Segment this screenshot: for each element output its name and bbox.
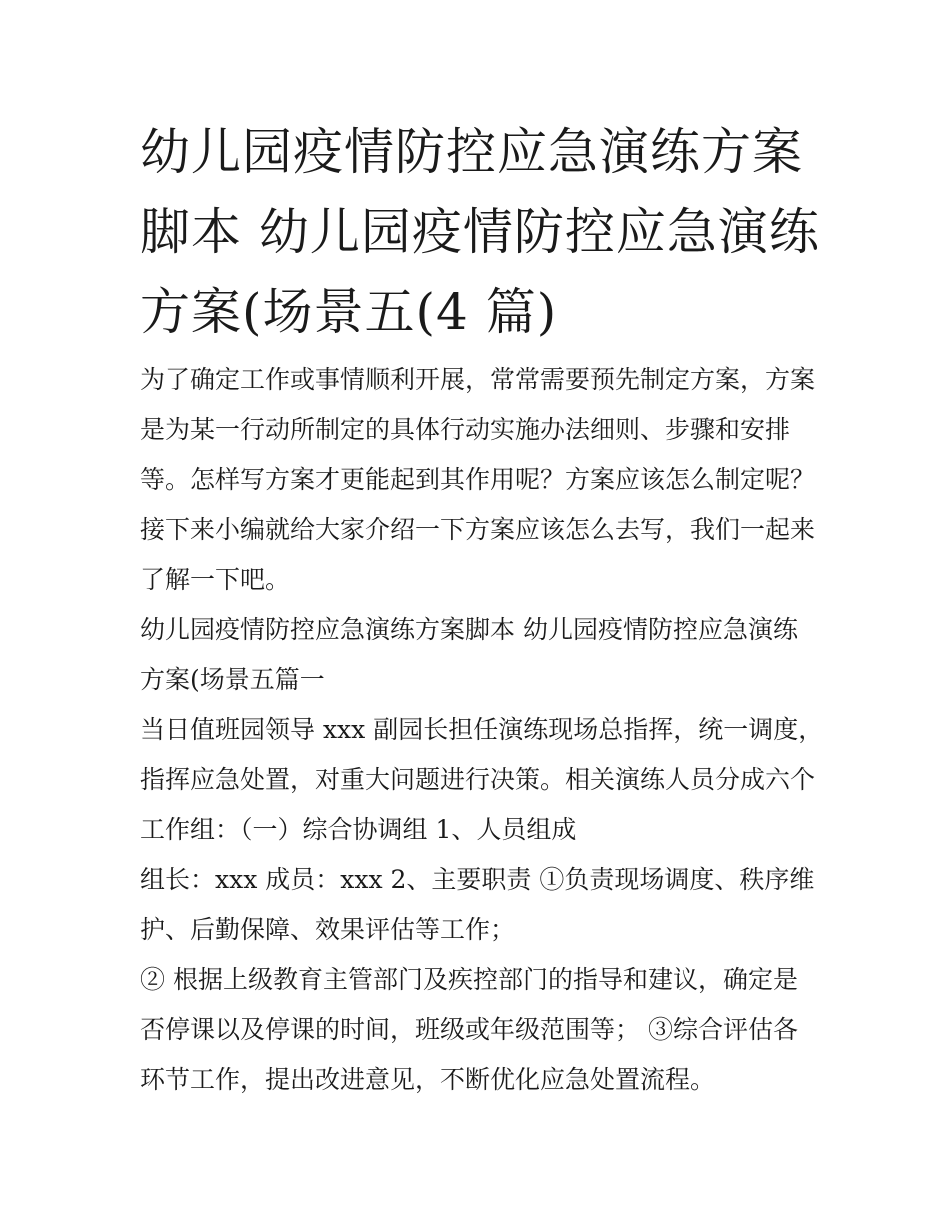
body-line: 接下来小编就给大家介绍一下方案应该怎么去写，我们一起来 (140, 515, 816, 544)
title-line: 脚本 幼儿园疫情防控应急演练 (140, 203, 820, 261)
section-heading-line: 幼儿园疫情防控应急演练方案脚本 幼儿园疫情防控应急演练 (140, 615, 798, 644)
title-line: 方案(场景五(4 篇) (140, 283, 558, 341)
body-line: 了解一下吧。 (140, 565, 291, 594)
body-line: 否停课以及停课的时间，班级或年级范围等； ③综合评估各 (140, 1015, 798, 1044)
body-line: 为了确定工作或事情顺利开展，常常需要预先制定方案，方案 (140, 365, 816, 394)
body-line: 是为某一行动所制定的具体行动实施办法细则、步骤和安排 (140, 415, 791, 444)
body-line: 指挥应急处置，对重大问题进行决策。相关演练人员分成六个 (140, 765, 816, 794)
body-line: 环节工作，提出改进意见，不断优化应急处置流程。 (140, 1065, 716, 1094)
section-heading-line: 方案(场景五篇一 (140, 665, 325, 694)
body-line: 当日值班园领导 xxx 副园长担任演练现场总指挥，统一调度， (140, 715, 824, 744)
title-line: 幼儿园疫情防控应急演练方案 (140, 123, 803, 181)
body-line: 工作组：（一）综合协调组 1、人员组成 (140, 815, 577, 844)
document-title (140, 112, 820, 352)
body-line: ② 根据上级教育主管部门及疾控部门的指导和建议，确定是 (140, 965, 798, 994)
body-line: 等。怎样写方案才更能起到其作用呢？方案应该怎么制定呢？ (140, 465, 816, 494)
body-line: 护、后勤保障、效果评估等工作； (140, 915, 516, 944)
document-body (140, 355, 823, 1105)
body-line: 组长：xxx 成员：xxx 2、主要职责 ①负责现场调度、秩序维 (140, 865, 815, 894)
